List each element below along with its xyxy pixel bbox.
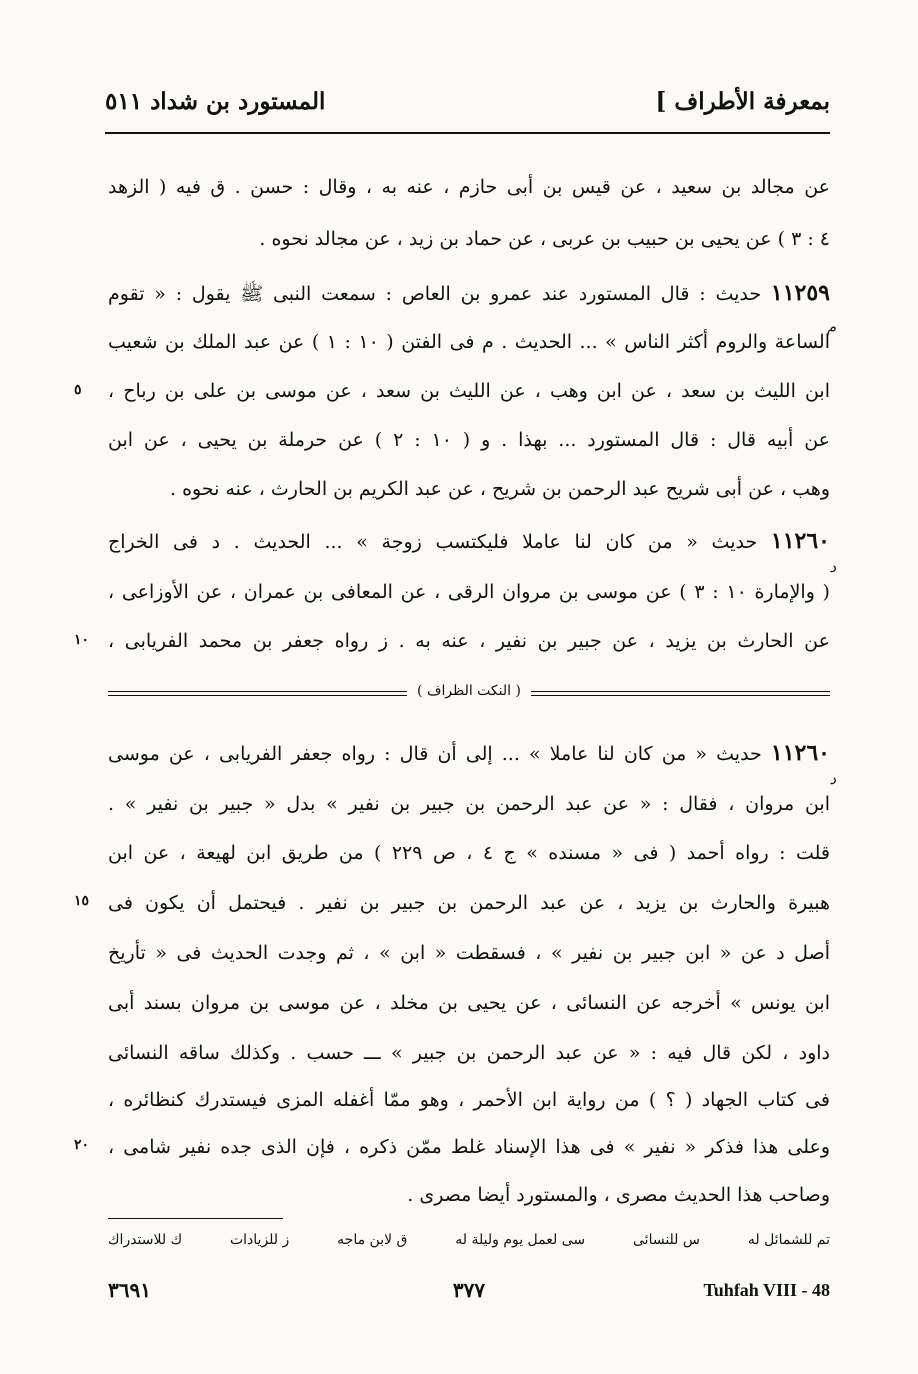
- text-line: عن أبيه قال : قال المستورد ... بهذا . و ( ١٠ : ٢ ) عن حرملة بن يحيى ، عن ابن: [108, 429, 830, 451]
- text-line: وهب ، عن أبى شريح عبد الرحمن بن شريح ، عن عبد الكريم بن الحارث ، عنه نحوه .: [170, 478, 830, 500]
- hadith-line-11259: [108, 276, 830, 310]
- hadith-number: ١١٢٦٠: [770, 528, 830, 554]
- footer-number: ٣٦٩١: [108, 1278, 151, 1302]
- hadith-line-11260-note: [108, 736, 830, 770]
- divider-label: ( النكت الظراف ): [407, 683, 531, 699]
- abbreviation-item: ز للزيادات: [229, 1232, 290, 1248]
- text-line: الساعة والروم أكثر الناس » ... الحديث . م فى الفتن ( ١٠ : ١ ) عن عبد الملك بن شعيب: [108, 331, 830, 353]
- margin-line-number: ٥: [74, 382, 82, 398]
- page-header: [105, 88, 830, 128]
- margin-mark-d: د: [829, 770, 836, 788]
- page-number: ٣٧٧: [452, 1278, 486, 1302]
- text-line: أصل د عن « ابن جبير بن نفير » ، فسقطت « ابن » ، ثم وجدت الحديث فى « تأريخ: [108, 942, 830, 964]
- page-footer: [108, 1278, 830, 1308]
- text-line: ( والإمارة ١٠ : ٣ ) عن موسى بن مروان الرقى ، عن المعافى بن عمران ، عن الأوزاعى ،: [108, 581, 830, 603]
- text-span: حديث « من كان لنا عاملا » ... إلى أن قال : رواه جعفر الفريابى ، عن موسى: [108, 743, 762, 765]
- hadith-line-11260: [108, 524, 830, 558]
- abbreviation-item: سى لعمل يوم وليلة له: [455, 1232, 586, 1248]
- header-left-title: المستورد بن شداد ٥١١: [105, 88, 326, 115]
- text-line: فى كتاب الجهاد ( ؟ ) من رواية ابن الأحمر ، وهو ممّا أغفله المزى فيستدرك كنظائره ،: [108, 1089, 830, 1111]
- text-line: ابن مروان ، فقال : « عن عبد الرحمن بن جبير بن نفير » بدل « جبير بن نفير » .: [108, 793, 830, 815]
- abbreviation-item: تم للشمائل له: [747, 1232, 830, 1248]
- abbreviation-item: س للنسائى: [633, 1232, 700, 1248]
- text-line: قلت : رواه أحمد ( فى « مسنده » ج ٤ ، ص ٢٢٩ ) من طريق ابن لهيعة ، عن ابن: [108, 842, 830, 864]
- text-line: عن الحارث بن يزيد ، عن جبير بن نفير ، عنه به . ز رواه جعفر بن محمد الفريابى ،: [108, 630, 830, 652]
- text-line: هبيرة والحارث بن يزيد ، عن عبد الرحمن بن جبير بن نفير . فيحتمل أن يكون فى: [108, 892, 830, 914]
- section-divider: [108, 683, 830, 705]
- hadith-number: ١١٢٥٩: [770, 280, 830, 306]
- header-right-title: بمعرفة الأطراف ]: [655, 88, 830, 115]
- footnote-rule: [108, 1218, 283, 1219]
- text-line: داود ، لكن قال فيه : « عن عبد الرحمن بن جبير » ـــ حسب . وكذلك ساقه النسائى: [108, 1042, 830, 1064]
- text-line: ابن الليث بن سعد ، عن ابن وهب ، عن الليث بن سعد ، عن موسى بن على بن رباح ،: [108, 380, 830, 402]
- text-span: حديث « من كان لنا عاملا فليكتسب زوجة » ... الحديث . د فى الخراج: [108, 531, 758, 553]
- text-line: ٤ : ٣ ) عن يحيى بن حبيب بن عربى ، عن حماد بن زيد ، عن مجالد نحوه .: [259, 228, 830, 250]
- abbreviation-item: ق لابن ماجه: [337, 1232, 408, 1248]
- text-line: وصاحب هذا الحديث مصرى ، والمستورد أيضا مصرى .: [407, 1184, 830, 1206]
- hadith-number: ١١٢٦٠: [770, 740, 830, 766]
- text-line: وعلى هذا فذكر « نفير » فى هذا الإسناد غلط ممّن ذكره ، فإن الذى جده نفير شامى ،: [108, 1136, 830, 1158]
- header-rule: [105, 132, 830, 134]
- abbreviation-key: [108, 1232, 830, 1248]
- margin-line-number: ١٥: [74, 893, 90, 909]
- text-line: عن مجالد بن سعيد ، عن قيس بن أبى حازم ، عنه به ، وقال : حسن . ق فيه ( الزهد: [108, 176, 830, 198]
- text-span: حديث : قال المستورد عند عمرو بن العاص : سمعت النبى ﷺ يقول : « تقوم: [108, 283, 762, 305]
- margin-mark-m: م: [826, 318, 836, 336]
- margin-line-number: ٢٠: [74, 1137, 90, 1153]
- volume-signature: Tuhfah VIII - 48: [703, 1280, 830, 1300]
- text-line: ابن يونس » أخرجه عن النسائى ، عن يحيى بن مخلد ، عن موسى بن مروان بسند أبى: [108, 992, 830, 1014]
- margin-line-number: ١٠: [74, 632, 90, 648]
- margin-mark-d: د: [829, 558, 836, 576]
- abbreviation-item: ك للاستدراك: [108, 1232, 183, 1248]
